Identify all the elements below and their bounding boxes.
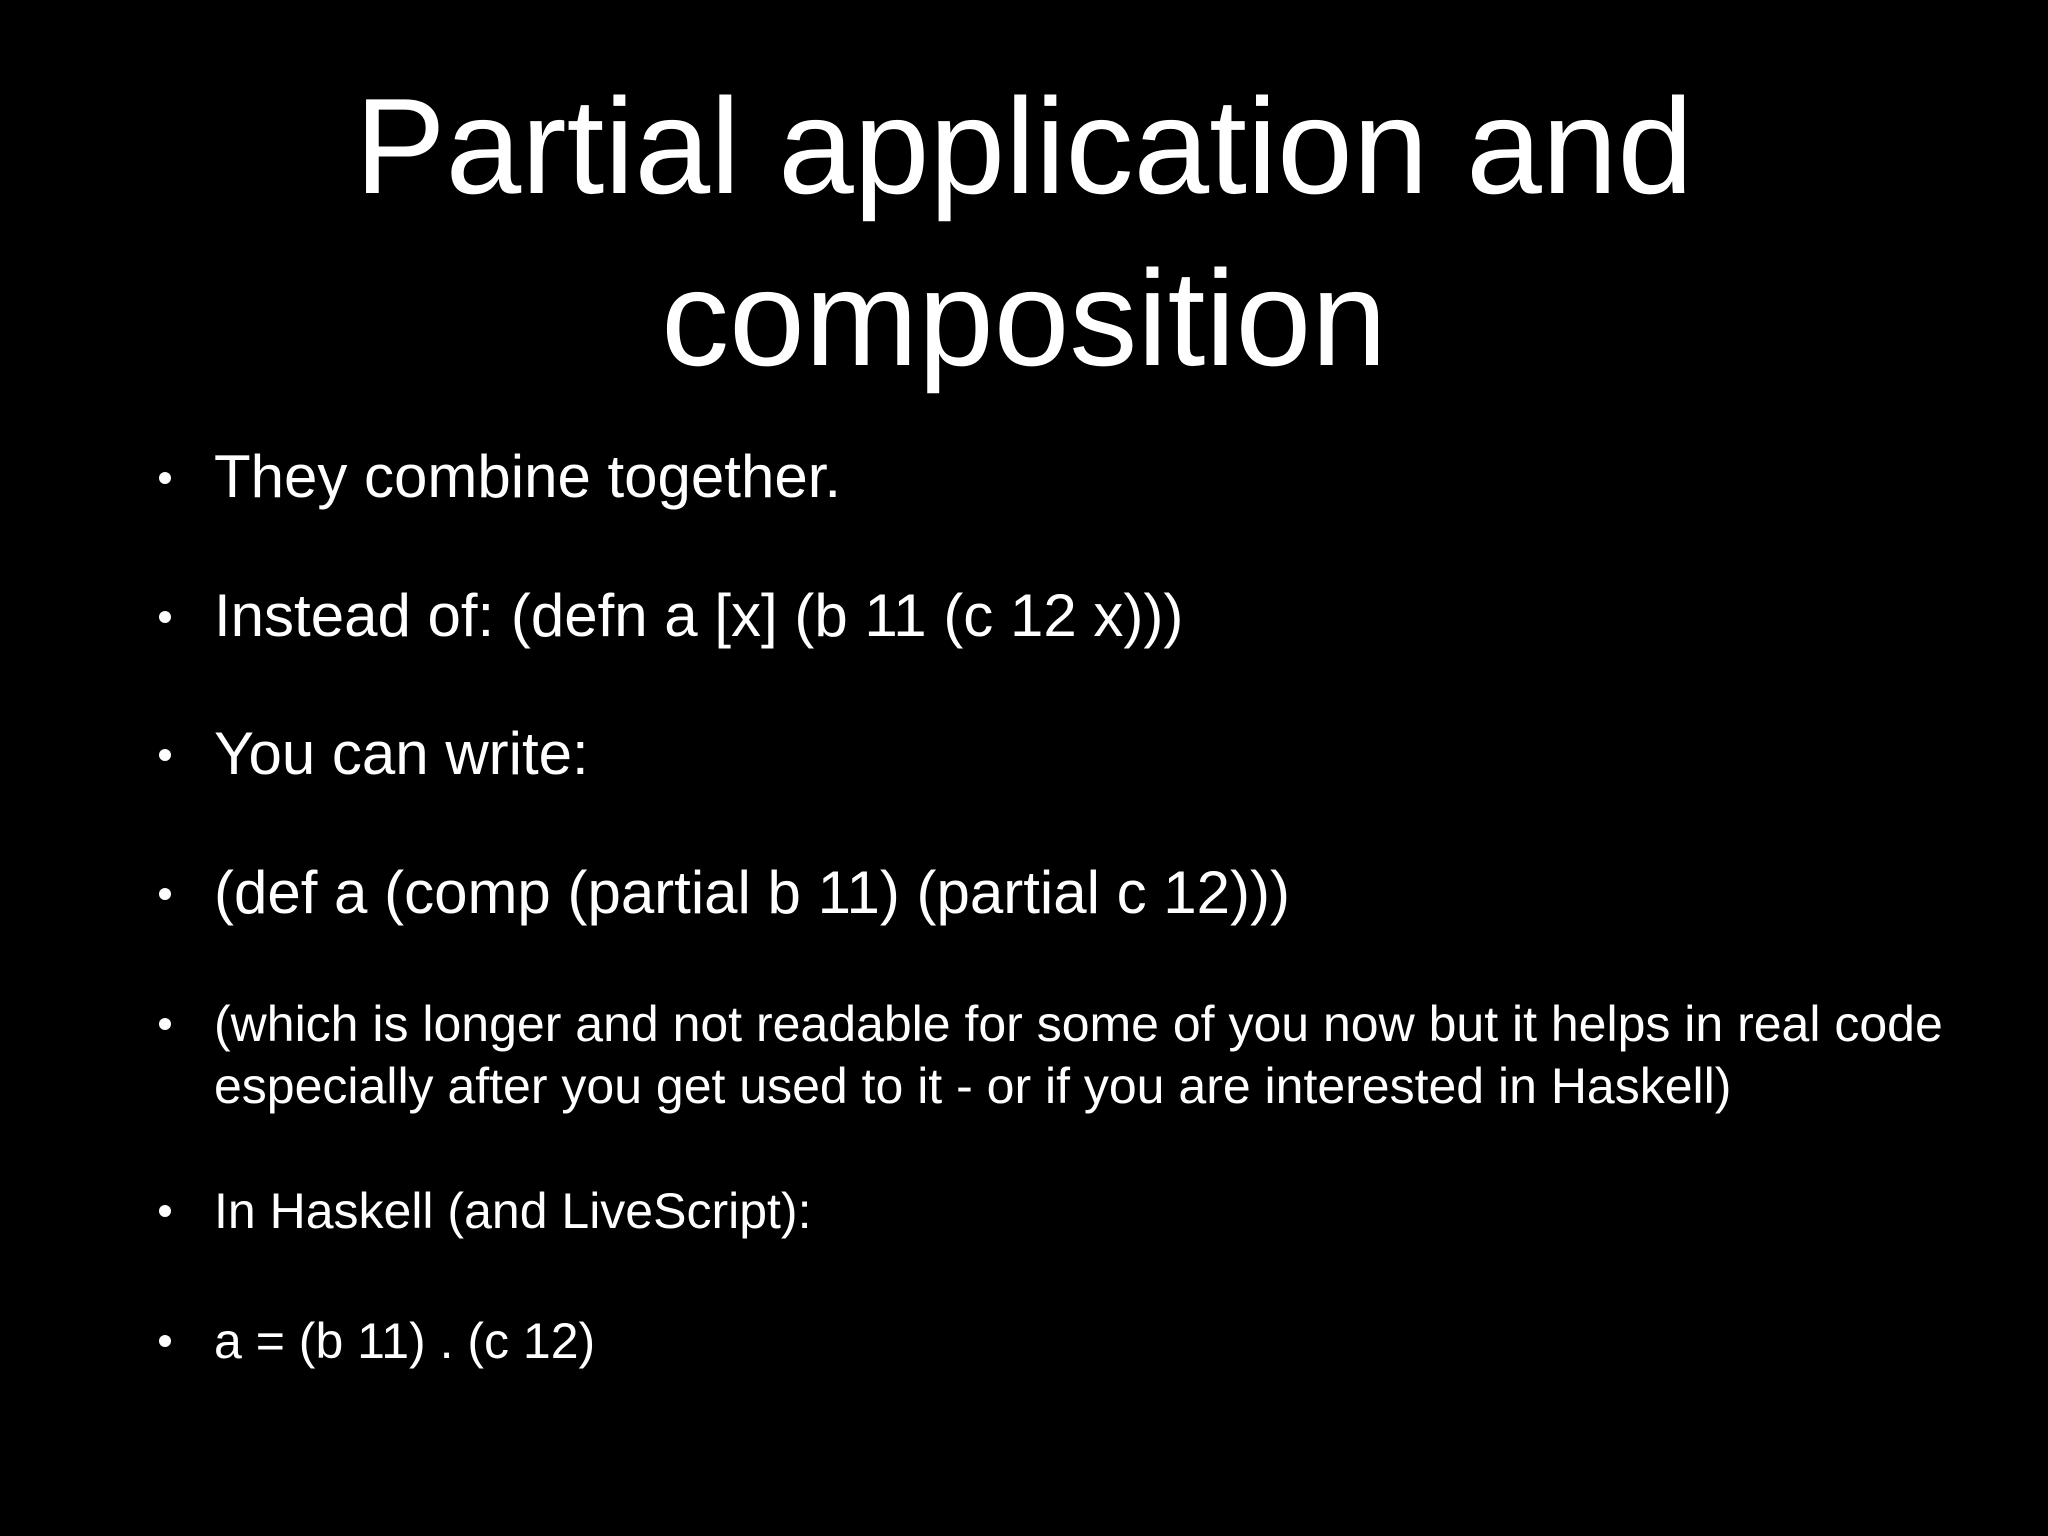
bullet-text: a = (b 11) . (c 12)	[214, 1313, 596, 1369]
slide-title-line-2: composition	[661, 242, 1387, 394]
bullet-text: You can write:	[214, 720, 589, 787]
bullet-text: They combine together.	[214, 443, 842, 510]
bullet-dot-icon	[159, 611, 171, 623]
bullet-text: (def a (comp (partial b 11) (partial c 12)))	[214, 859, 1290, 926]
bullet-dot-icon	[159, 1335, 171, 1347]
bullet-text: In Haskell (and LiveScript):	[214, 1183, 812, 1239]
bullet-text: (which is longer and not readable for some of you now but it helps in real code especially after you get used to it - or if you are interested in Haskell)	[214, 996, 1943, 1114]
slide-title-line-1: Partial application and	[354, 70, 1694, 222]
bullet-dot-icon	[159, 888, 171, 900]
bullet-dot-icon	[159, 749, 171, 761]
bullet-text: Instead of: (defn a [x] (b 11 (c 12 x)))	[214, 582, 1184, 649]
bullet-dot-icon	[159, 1205, 171, 1217]
bullet-dot-icon	[159, 1018, 171, 1030]
bullet-dot-icon	[159, 472, 171, 484]
